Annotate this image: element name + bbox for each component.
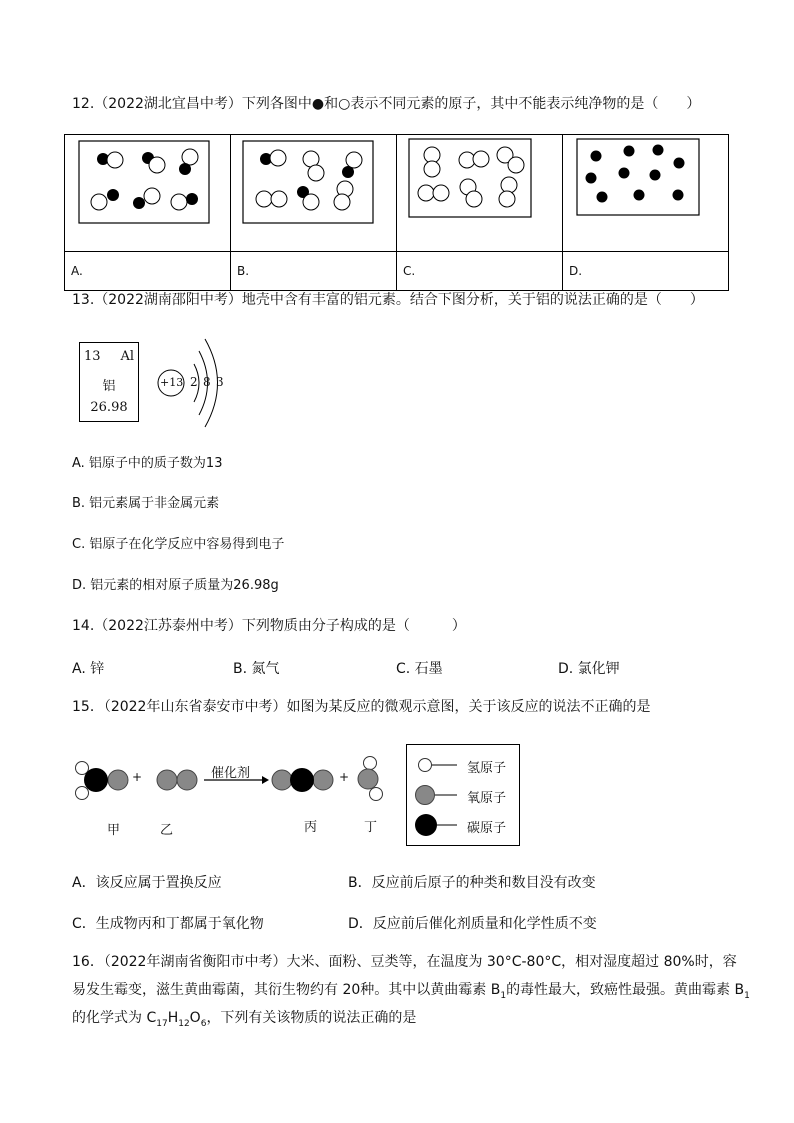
atomic-mass: 26.98 (90, 400, 128, 415)
q12-panel-a (65, 135, 231, 252)
q12-option-table (64, 134, 729, 291)
plus-sign-1: + (132, 770, 143, 784)
q14-option-d[interactable]: D. 氯化钾 (558, 661, 620, 677)
shell-1: 2 (190, 375, 198, 389)
q12-option-c[interactable]: C. (397, 252, 563, 291)
q12-option-a[interactable]: A. (65, 252, 231, 291)
shell-2: 8 (203, 375, 211, 389)
q12-panel-d (563, 135, 729, 252)
q12-panel-c (397, 135, 563, 252)
q16-text-2b: 的毒性最大，致癌性最强。黄曲霉素 B (506, 982, 745, 998)
label-jia: 甲 (107, 823, 121, 838)
q12-stem: 12.（2022湖北宜昌中考）下列各图中●和○表示不同元素的原子，其中不能表示纯净物的是（ ） (72, 96, 701, 112)
q12-diagram-d (563, 135, 728, 247)
label-ding: 丁 (364, 820, 378, 835)
q16-text-3c: O (189, 1010, 201, 1026)
q15-option-a[interactable]: A．该反应属于置换反应 (72, 875, 222, 891)
q15-option-d[interactable]: D．反应前后催化剂质量和化学性质不变 (348, 916, 597, 932)
q14-stem: 14.（2022江苏泰州中考）下列物质由分子构成的是（ ） (72, 618, 466, 634)
q16-sub-c: 17 (156, 1019, 168, 1029)
element-name: 铝 (102, 379, 116, 394)
legend-oxygen: 氧原子 (467, 791, 507, 806)
legend-carbon: 碳原子 (467, 821, 507, 836)
q12-diagram-a (65, 135, 230, 247)
q16-sub-h: 12 (178, 1019, 190, 1029)
q13-option-a[interactable]: A. 铝原子中的质子数为13 (72, 456, 223, 471)
q15-option-c[interactable]: C．生成物丙和丁都属于氧化物 (72, 916, 264, 932)
q14-option-c[interactable]: C. 石墨 (396, 661, 443, 677)
shell-3: 3 (216, 375, 224, 389)
q12-diagram-c (397, 135, 562, 247)
element-symbol: Al (120, 349, 134, 364)
q16-line-2 (72, 981, 750, 1001)
q16-line-3 (72, 1009, 416, 1029)
legend (406, 744, 520, 846)
q12-option-b[interactable]: B. (231, 252, 397, 291)
q16-text-2a: 易发生霉变，滋生黄曲霉菌，其衍生物约有 20种。其中以黄曲霉素 B (72, 982, 501, 998)
catalyst-label: 催化剂 (211, 766, 251, 781)
q15-option-b[interactable]: B．反应前后原子的种类和数目没有改变 (348, 875, 596, 891)
q16-sub-2: 1 (744, 991, 750, 1001)
q13-option-b[interactable]: B. 铝元素属于非金属元素 (72, 496, 220, 511)
q13-option-d[interactable]: D. 铝元素的相对原子质量为26.98g (72, 578, 279, 593)
atomic-number: 13 (84, 349, 101, 364)
q16-line-1: 16．（2022年湖南省衡阳市中考）大米、面粉、豆类等，在温度为 30°C-80°C，相对湿度超过 80%时，容 (72, 954, 737, 970)
q16-sub-o: 6 (200, 1019, 207, 1029)
q14-option-b[interactable]: B. 氮气 (233, 661, 280, 677)
q16-text-3b: H (167, 1010, 179, 1026)
q13-option-c[interactable]: C. 铝原子在化学反应中容易得到电子 (72, 537, 285, 552)
q12-panel-b (231, 135, 397, 252)
q14-option-a[interactable]: A. 锌 (72, 661, 105, 677)
nucleus-charge: +13 (160, 376, 184, 389)
legend-hydrogen: 氢原子 (467, 761, 507, 776)
plus-sign-2: + (339, 770, 350, 784)
q16-text-3a: 的化学式为 C (72, 1010, 157, 1026)
label-yi: 乙 (160, 823, 174, 838)
q15-stem: 15．（2022年山东省泰安市中考）如图为某反应的微观示意图，关于该反应的说法不正确的是 (72, 699, 651, 715)
element-card (79, 342, 139, 422)
q12-diagram-b (231, 135, 396, 247)
q13-stem: 13.（2022湖南邵阳中考）地壳中含有丰富的铝元素。结合下图分析，关于铝的说法正确的是（ ） (72, 292, 704, 308)
q16-sub-1: 1 (500, 991, 507, 1001)
q12-option-d[interactable]: D. (563, 252, 729, 291)
q16-text-3d: ，下列有关该物质的说法正确的是 (206, 1010, 417, 1026)
label-bing: 丙 (304, 820, 318, 835)
